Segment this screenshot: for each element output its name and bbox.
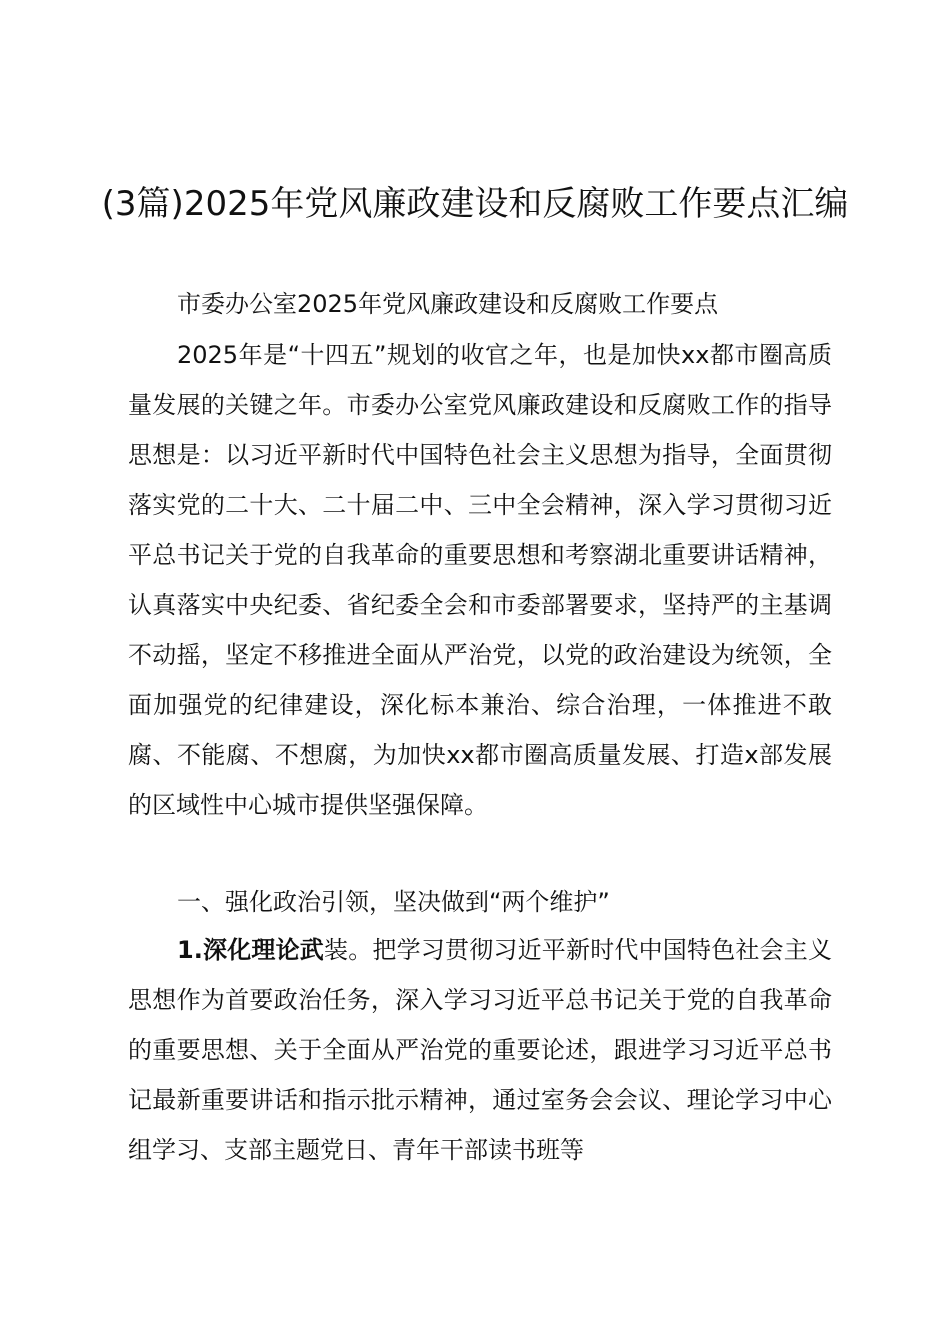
intro-paragraph: 2025年是“十四五”规划的收官之年，也是加快xx都市圈高质量发展的关键之年。市委办公室党风廉政建设和反腐败工作的指导思想是：以习近平新时代中国特色社会主义思想为指导，全面贯彻落实党的二十大、二十届二中、三中全会精神，深入学习贯彻习近平总书记关于党的自我革命的重要思想和考察湖北重要讲话精神，认真落实中央纪委、省纪委全会和市委部署要求，坚持严的主基调不动摇，坚定不移推进全面从严治党，以党的政治建设为统领，全面加强党的纪律建设，深化标本兼治、综合治理，一体推进不敢腐、不能腐、不想腐，为加快xx都市圈高质量发展、打造x部发展的区域性中心城市提供坚强保障。	[128, 341, 832, 819]
item-paragraph-1	[128, 925, 832, 1175]
item-lead-1: 1.深化理论武	[177, 936, 325, 964]
document-title: (3篇)2025年党风廉政建设和反腐败工作要点汇编	[101, 184, 849, 224]
document-subtitle: 市委办公室2025年党风廉政建设和反腐败工作要点	[177, 290, 719, 318]
section-heading-1: 一、强化政治引领，坚决做到“两个维护”	[177, 888, 610, 916]
item-text-1: 装。把学习贯彻习近平新时代中国特色社会主义思想作为首要政治任务，深入学习习近平总书记关于党的自我革命的重要思想、关于全面从严治党的重要论述，跟进学习习近平总书记最新重要讲话和指示批示精神，通过室务会会议、理论学习中心组学习、支部主题党日、青年干部读书班等	[128, 936, 832, 1164]
